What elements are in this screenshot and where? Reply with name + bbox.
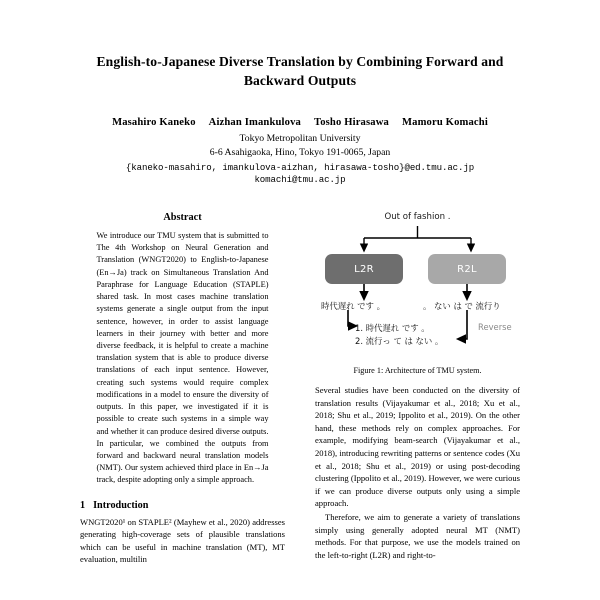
author-name: Masahiro Kaneko [112,116,196,128]
title-block [0,0,600,185]
section-title: Introduction [93,499,149,511]
abstract-text: We introduce our TMU system that is submitted to The 4th Workshop on Neural Generation and Translation (WNGT2020) to English-to-Japanese (En→Ja) track on Simultaneous Translation And Paraphrase for Language Education (STAPLE) shared task. In most cases machine translation systems generate a single output from the input sentence, however, in order to assist language learners in their journey with better and more diverse feedback, it is helpful to create a machine translation system that is able to produce diverse translations of each input sentence. However, creating such systems would require complex modifications in a model to ensure the diversity of outputs. In this paper, we investigated if it is possible to create such systems in a simple way and whether it can produce desired diverse outputs. In particular, we combined the outputs from forward and backward neural translation models (NMT). Our system achieved third place in En→Ja track, despite adopting only a simple approach. [96,231,269,485]
author-name: Tosho Hirasawa [313,116,389,128]
figure-reverse-label: Reverse [478,322,512,332]
introduction-paragraph: WNGT2020¹ on STAPLE² (Mayhew et al., 2020) addresses generating high-coverage sets of plausible translations which can be useful in machine translation (MT), MT evaluation, multilin [80,516,285,565]
figure-combined-output-2: 2. 流行っ て は ない 。 [355,336,444,346]
figure-combined-output-1: 1. 時代遅れ です 。 [355,323,430,333]
figure-output-left: 時代遅れ です 。 [321,301,385,311]
page-title: English-to-Japanese Diverse Translation by Combining Forward and Backward Outputs [96,54,504,89]
figure-caption: Figure 1: Architecture of TMU system. [353,366,482,375]
email-line-group: {kaneko-masahiro, imankulova-aizhan, hirasawa-tosho}@ed.tmu.ac.jp [125,161,475,173]
figure-output-right: 。 ない は で 流行り [423,301,501,311]
affiliation: Tokyo Metropolitan University [239,132,361,144]
author-name: Aizhan Imankulova [208,116,301,128]
right-column-paragraph-1: Several studies have been conducted on the diversity of translation results (Vijayakumar et al., 2018; Xu et al., 2018; Shu et al., 2019; Ippolito et al., 2019). On the other hand, these methods rely on complex approaches. For example, modifying beam-search (Vijayakumar et al., 2018), introducing rewriting patterns or sentence codes (Xu et al., 2018; Shu et al., 2019) or using post-decoding clustering (Ippolito et al., 2019). However, we were curious if we can produce diverse outputs only using a simple approach. [315,385,520,509]
left-column [80,212,285,600]
figure-architecture [315,212,520,362]
address: 6-6 Asahigaoka, Hino, Tokyo 191-0065, Japan [209,146,391,158]
figure-source-sentence: Out of fashion . [384,212,451,222]
author-name: Mamoru Komachi [401,116,488,128]
abstract-heading: Abstract [163,212,202,223]
diagram-box-r2l: R2L [428,254,506,284]
email-line-corresponding: komachi@tmu.ac.jp [254,173,346,185]
section-heading-introduction [80,500,285,511]
right-column-paragraph-2: Therefore, we aim to generate a variety of translations simply using generally adopted neural MT (NMT) methods. For that purpose, we use the models trained on the left-to-right (L2R) and right-to- [315,511,520,560]
diagram-box-l2r: L2R [325,254,403,284]
right-column [315,212,520,600]
body-columns [0,212,600,600]
section-number: 1 [80,499,86,511]
author-list [0,117,600,128]
